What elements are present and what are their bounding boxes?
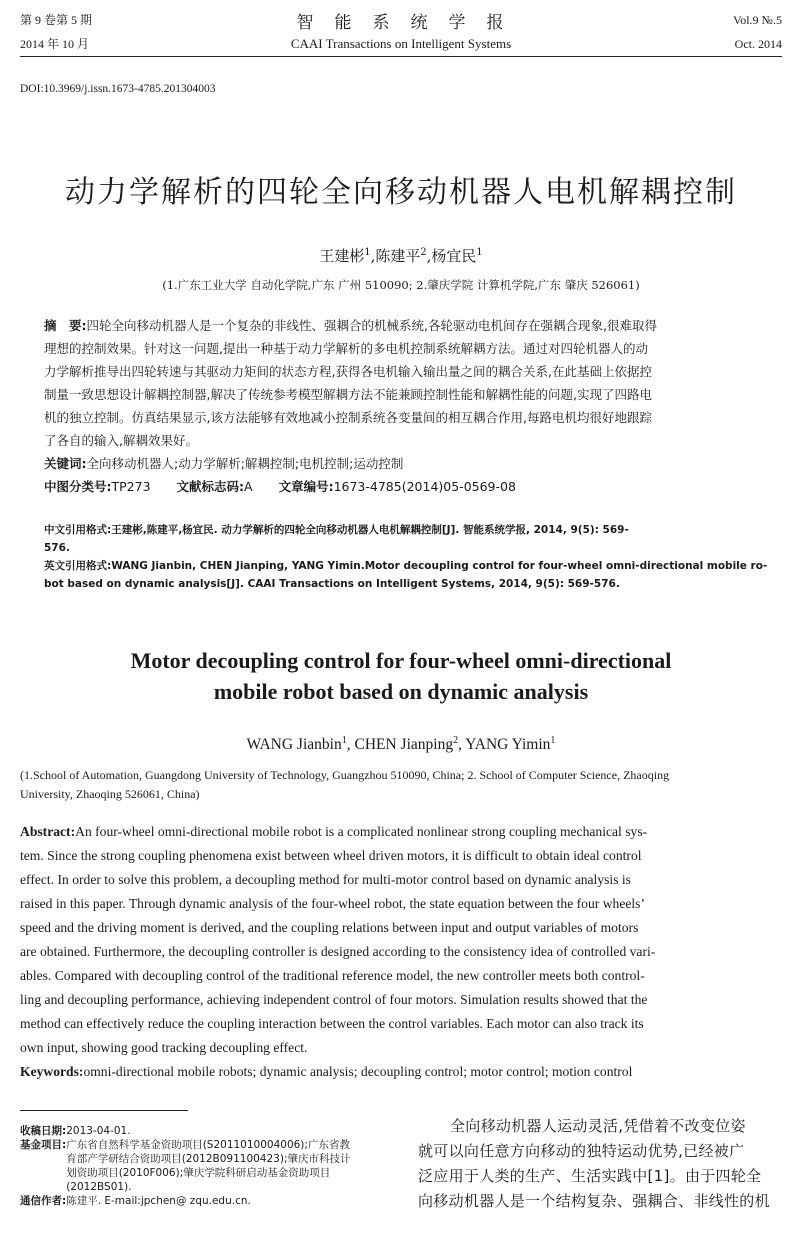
cn-title: 动力学解析的四轮全向移动机器人电机解耦控制 xyxy=(65,175,737,210)
doi: DOI:10.3969/j.issn.1673-4785.201304003 xyxy=(20,83,216,95)
body-line: 全向移动机器人运动灵活,凭借着不改变位姿 xyxy=(450,1117,746,1135)
en-abstract-line: raised in this paper. Through dynamic analysis of the four-wheel robot, the state equation between the four wheels’ xyxy=(20,896,645,911)
en-author-sup: 1 xyxy=(341,735,347,746)
cn-abstract-label: 摘 要: xyxy=(44,318,87,333)
article-no-value: 1673-4785(2014)05-0569-08 xyxy=(333,479,516,494)
header-date-en: Oct. 2014 xyxy=(734,37,782,51)
footnote xyxy=(20,1124,400,1208)
en-keywords: omni-directional mobile robots; dynamic analysis; decoupling control; motor control; motion control xyxy=(83,1064,633,1079)
cn-abstract-line: 力学解析推导出四轮转速与其驱动力矩间的状态方程,获得各电机输入输出量之间的耦合关系,在此基础上依据控 xyxy=(44,364,652,379)
cn-author-name: 杨宜民 xyxy=(431,247,477,265)
body-line: 泛应用于人类的生产、生活实践中[1]。由于四轮全 xyxy=(418,1167,762,1185)
citation-block xyxy=(44,521,784,593)
en-authors xyxy=(0,735,802,754)
fund-line: (2012BS01). xyxy=(66,1181,132,1193)
en-author-sup: 2 xyxy=(453,735,459,746)
en-abstract-line: are obtained. Furthermore, the decoupling controller is designed according to the consistency idea of controlled vari- xyxy=(20,944,656,959)
en-abstract-line: effect. In order to solve this problem, a decoupling method for multi-motor control based on dynamic analysis is xyxy=(20,872,631,887)
clc-label: 中图分类号: xyxy=(44,479,112,494)
cn-author-sup: 2 xyxy=(420,247,427,258)
en-abstract-line: own input, showing good tracking decoupling effect. xyxy=(20,1040,308,1055)
citation-cn-line: 576. xyxy=(44,542,70,554)
cn-abstract-line: 理想的控制效果。针对这一问题,提出一种基于动力学解析的多电机控制系统解耦方法。通过对四轮机器人的动 xyxy=(44,341,648,356)
en-keywords-label: Keywords: xyxy=(20,1064,84,1079)
received-date: 2013-04-01. xyxy=(66,1125,131,1137)
fund-line: 划资助项目(2010F006);肇庆学院科研启动基金资助项目 xyxy=(66,1167,331,1179)
cn-author-sep: , xyxy=(370,247,376,265)
cn-affiliation: (1.广东工业大学 自动化学院,广东 广州 510090; 2.肇庆学院 计算机学院,广东 肇庆 526061) xyxy=(162,278,640,292)
en-affiliation-line: (1.School of Automation, Guangdong University of Technology, Guangzhou 510090, China; 2. School of Computer Science, Zhaoqing xyxy=(20,768,670,782)
fund-label: 基金项目: xyxy=(20,1139,67,1151)
cn-author-name: 王建彬 xyxy=(319,247,365,265)
en-author-name: CHEN Jianping xyxy=(354,736,454,754)
cn-abstract-line: 四轮全向移动机器人是一个复杂的非线性、强耦合的机械系统,各轮驱动电机间存在强耦合现象,很难取得 xyxy=(86,318,657,333)
citation-cn-label: 中文引用格式: xyxy=(44,524,112,536)
en-author-sup: 1 xyxy=(550,735,556,746)
fund-line: 广东省自然科学基金资助项目(S2011010004006);广东省教 xyxy=(66,1139,350,1151)
en-affiliation xyxy=(20,766,782,804)
doc-code-label: 文献标志码: xyxy=(176,479,245,494)
en-abstract-line: An four-wheel omni-directional mobile robot is a complicated nonlinear strong coupling mechanical sys- xyxy=(75,824,648,839)
body-text xyxy=(418,1114,788,1214)
corr-value: 陈建平. E-mail:jpchen@ zqu.edu.cn. xyxy=(66,1195,251,1207)
en-affiliation-line: University, Zhaoqing 526061, China) xyxy=(20,787,200,801)
cn-abstract-line: 机的独立控制。仿真结果显示,该方法能够有效地减小控制系统各变量间的相互耦合作用,每路电机均很好地跟踪 xyxy=(44,410,652,425)
en-author-name: WANG Jianbin xyxy=(246,736,342,754)
doc-code-value: A xyxy=(244,479,253,494)
header-volume-en: Vol.9 №.5 xyxy=(733,13,782,27)
en-author-name: YANG Yimin xyxy=(465,736,551,754)
en-abstract-line: ables. Compared with decoupling control of the traditional reference model, the new controller meets both control- xyxy=(20,968,645,983)
en-abstract-label: Abstract: xyxy=(20,824,76,839)
cn-abstract-line: 了各自的输入,解耦效果好。 xyxy=(44,433,198,448)
en-title xyxy=(0,645,802,707)
corr-label: 通信作者: xyxy=(20,1195,67,1207)
footnote-rule xyxy=(20,1110,188,1111)
cn-author-sup: 1 xyxy=(364,247,371,258)
en-abstract-line: method can effectively reduce the coupling interaction between the control variables. Each motor can also track its xyxy=(20,1016,644,1031)
header-date-cn: 2014 年 10 月 xyxy=(20,37,90,51)
en-abstract-line: tem. Since the strong coupling phenomena exist between wheel driven motors, it is difficult to obtain ideal control xyxy=(20,848,642,863)
cn-keywords: 全向移动机器人;动力学解析;解耦控制;电机控制;运动控制 xyxy=(86,456,404,471)
cn-keywords-label: 关键词: xyxy=(44,456,87,471)
received-label: 收稿日期: xyxy=(20,1125,67,1137)
citation-en-label: 英文引用格式: xyxy=(44,560,112,572)
header-journal-en: CAAI Transactions on Intelligent Systems xyxy=(290,36,512,51)
en-abstract-line: ling and decoupling performance, achieving independent control of four motors. Simulation results showed that the xyxy=(20,992,648,1007)
clc-value: TP273 xyxy=(111,479,151,494)
cn-authors xyxy=(0,245,802,266)
header-volume-cn: 第 9 卷第 5 期 xyxy=(20,13,93,27)
cn-abstract-line: 制量一致思想设计解耦控制器,解决了传统参考模型解耦方法不能兼顾控制性能和解耦性能的问题,实现了四路电 xyxy=(44,387,652,402)
body-line: 就可以向任意方向移动的独特运动优势,已经被广 xyxy=(418,1142,745,1160)
en-title-line: Motor decoupling control for four-wheel omni-directional xyxy=(130,648,672,673)
en-author-sep: , xyxy=(346,736,355,754)
header-rule xyxy=(20,56,782,57)
article-no-label: 文章编号: xyxy=(278,479,334,494)
en-abstract xyxy=(20,820,782,1084)
cn-author-sup: 1 xyxy=(476,247,483,258)
cn-abstract xyxy=(44,314,784,498)
cn-author-sep: , xyxy=(426,247,432,265)
en-title-line: mobile robot based on dynamic analysis xyxy=(213,679,589,704)
en-author-sep: , xyxy=(458,736,466,754)
fund-line: 育部产学研结合资助项目(2012B091100423);肇庆市科技计 xyxy=(66,1153,351,1165)
en-abstract-line: speed and the driving moment is derived, and the coupling relations between input and output variables of motors xyxy=(20,920,639,935)
body-line: 向移动机器人是一个结构复杂、强耦合、非线性的机 xyxy=(418,1192,770,1210)
cn-author-name: 陈建平 xyxy=(375,247,421,265)
citation-cn-line: 王建彬,陈建平,杨宜民. 动力学解析的四轮全向移动机器人电机解耦控制[J]. 智能系统学报, 2014, 9(5): 569- xyxy=(111,524,629,536)
header-journal-cn: 智 能 系 统 学 报 xyxy=(296,13,506,33)
citation-en-line: WANG Jianbin, CHEN Jianping, YANG Yimin.Motor decoupling control for four-wheel omni-directional mobile ro- xyxy=(111,560,768,572)
citation-en-line: bot based on dynamic analysis[J]. CAAI Transactions on Intelligent Systems, 2014, 9(5): 569-576. xyxy=(44,578,620,590)
